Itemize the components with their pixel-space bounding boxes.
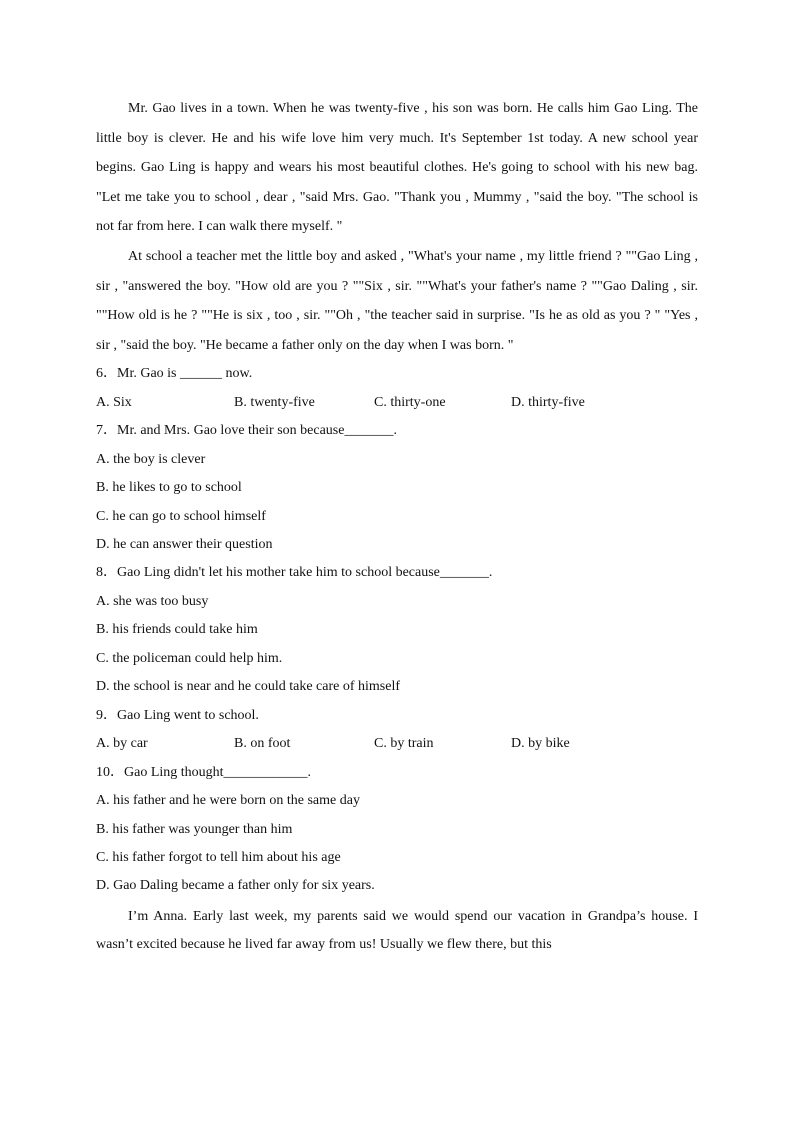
option-b: B. twenty-five bbox=[234, 394, 315, 410]
option-d: D. thirty-five bbox=[511, 394, 585, 410]
option-b: B. his friends could take him bbox=[96, 622, 258, 638]
option-c: C. he can go to school himself bbox=[96, 508, 266, 524]
question-stem: 8．Gao Ling didn't let his mother take him to school because_______. bbox=[96, 565, 493, 581]
question-9 bbox=[96, 702, 698, 759]
option-a: A. she was too busy bbox=[96, 593, 209, 609]
option-c: C. the policeman could help him. bbox=[96, 650, 283, 666]
question-stem: 9．Gao Ling went to school. bbox=[96, 707, 259, 723]
passage-1-paragraph-2: At school a teacher met the little boy and asked , "What's your name , my little friend ? ""Gao Ling , sir , "answered the boy. "How old are you ? ""Six , sir. ""What's your father's name ? ""Gao Daling , sir. ""How old is he ? ""He is six , too , sir. ""Oh , "the teacher said in surprise. "Is he as old as you ? " "Yes , sir , "said the boy. "He became a father only on the day when I was born. " bbox=[96, 248, 698, 353]
option-a: A. by car bbox=[96, 736, 148, 752]
question-8 bbox=[96, 559, 698, 701]
option-a: A. the boy is clever bbox=[96, 451, 206, 467]
question-list bbox=[96, 360, 698, 900]
question-10 bbox=[96, 759, 698, 901]
question-stem: 7．Mr. and Mrs. Gao love their son because_______. bbox=[96, 423, 397, 439]
option-c: C. by train bbox=[374, 736, 434, 752]
option-d: D. he can answer their question bbox=[96, 537, 273, 553]
option-c: C. his father forgot to tell him about his age bbox=[96, 849, 341, 865]
option-d: D. the school is near and he could take care of himself bbox=[96, 679, 401, 695]
option-c: C. thirty-one bbox=[374, 394, 446, 410]
question-6 bbox=[96, 360, 698, 417]
passage-2-paragraph-1: I’m Anna. Early last week, my parents said we would spend our vacation in Grandpa’s house. I wasn’t excited because he lived far away from us! Usually we flew there, but this bbox=[96, 908, 698, 953]
question-stem: 10．Gao Ling thought____________. bbox=[96, 764, 312, 780]
option-b: B. his father was younger than him bbox=[96, 821, 293, 837]
document-page bbox=[96, 94, 698, 960]
option-b: B. he likes to go to school bbox=[96, 480, 242, 496]
question-stem: 6．Mr. Gao is ______ now. bbox=[96, 366, 253, 382]
option-a: A. his father and he were born on the same day bbox=[96, 793, 360, 809]
option-row bbox=[96, 389, 698, 418]
option-row bbox=[96, 730, 698, 759]
option-a: A. Six bbox=[96, 394, 132, 410]
passage-1-paragraph-1: Mr. Gao lives in a town. When he was twenty-five , his son was born. He calls him Gao Ling. The little boy is clever. He and his wife love him very much. It's September 1st today. A new school year begins. Gao Ling is happy and wears his most beautiful clothes. He's going to school with his new bag. "Let me take you to school , dear , "said Mrs. Gao. "Thank you , Mummy , "said the boy. "The school is not far from here. I can walk there myself. " bbox=[96, 101, 698, 235]
question-7 bbox=[96, 417, 698, 559]
option-d: D. Gao Daling became a father only for six years. bbox=[96, 878, 375, 894]
option-d: D. by bike bbox=[511, 736, 570, 752]
option-b: B. on foot bbox=[234, 736, 291, 752]
